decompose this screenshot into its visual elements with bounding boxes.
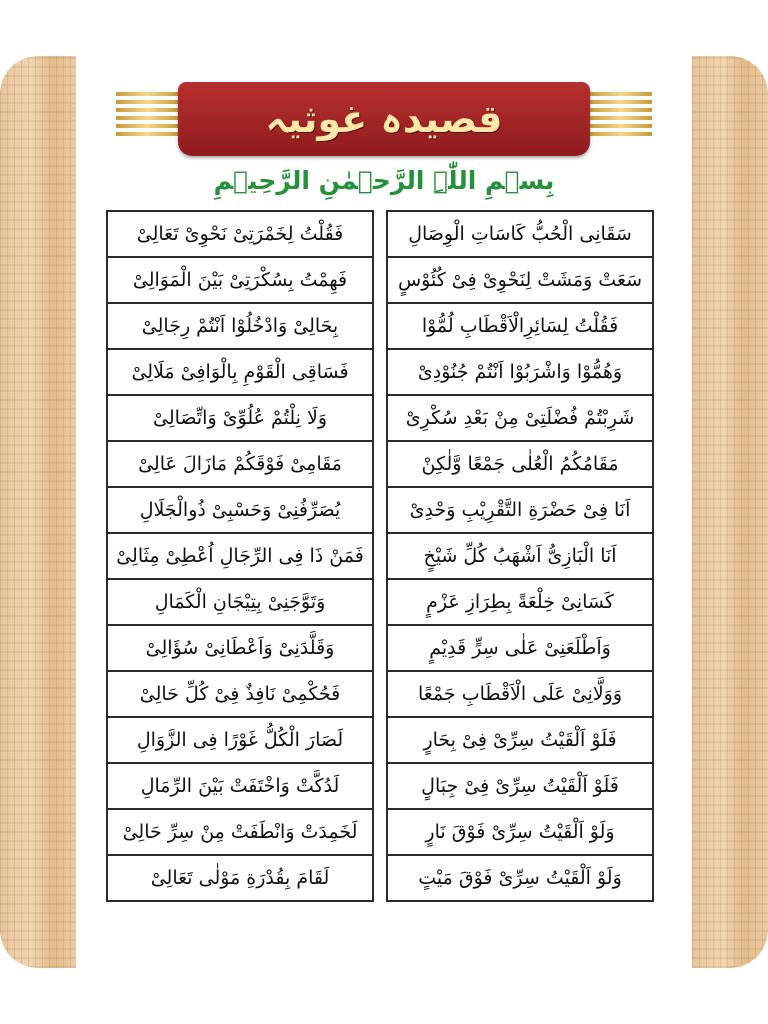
basmala-text: بِسۡمِ اللّٰہِ الرَّحۡمٰنِ الرَّحِیۡمِ [213, 166, 555, 195]
verse-cell-left: وَتَوَّجَنِیْ بِتِیْجَانِ الْکَمَالِ [106, 578, 374, 626]
verse-cell-left: لَصَارَ الْکُلُّ غَوْرًا فِی الزَّوَالِ [106, 716, 374, 764]
verse-column-right [386, 210, 654, 902]
verse-cell-right: سَعَتْ وَمَشَتْ لِنَحْوِیْ فِیْ کُئُوْسٍ [386, 256, 654, 304]
verse-cell-left: فَسَاقِی الْقَوْمِ بِالْوَافِیْ مَلَالِیْ [106, 348, 374, 396]
page-title: قصیدہ غوثیہ [265, 97, 503, 141]
wood-panel-left [0, 56, 76, 968]
verse-cell-right: مَقَامُکُمُ الْعُلٰی جَمْعًا وَّلٰکِنْ [386, 440, 654, 488]
verse-cell-right: شَرِبْتُمْ فُضْلَتِیْ مِنْ بَعْدِ سُکْرِیْ [386, 394, 654, 442]
verse-cell-right: فَلَوْ اَلْقَیْتُ سِرِّیْ فِیْ جِبَالٍ [386, 762, 654, 810]
verse-cell-right: وَهُمُّوْا وَاشْرَبُوْا اَنْتُمْ جُنُوْدِیْ [386, 348, 654, 396]
verse-cell-right: وَلَوْ اَلْقَیْتُ سِرِّیْ فَوْقَ مَیْتٍ [386, 854, 654, 902]
verse-cell-left: لَدُکَّتْ وَاخْتَفَتْ بَیْنَ الرِّمَالِ [106, 762, 374, 810]
verse-cell-left: لَقَامَ بِقُدْرَةِ مَوْلٰی تَعَالِیْ [106, 854, 374, 902]
verse-cell-left: لَخَمِدَتْ وَانْطَفَتْ مِنْ سِرِّ حَالِیْ [106, 808, 374, 856]
verse-cell-left: وَلَا نِلْتُمْ عُلُوِّیْ وَاتِّصَالِیْ [106, 394, 374, 442]
verse-cell-left: فَهِمْتُ بِسُکْرَتِیْ بَیْنَ الْمَوَالِیْ [106, 256, 374, 304]
verse-cell-right: فَقُلْتُ لِسَائِرِالْاَقْطَابِ لُمُّوْا [386, 302, 654, 350]
verse-cell-left: وَقَلَّدَنِیْ وَاَعْطَانِیْ سُؤَالِیْ [106, 624, 374, 672]
decorative-stripes-left [116, 92, 178, 138]
verse-column-left [106, 210, 374, 902]
verse-cell-right: فَلَوْ اَلْقَیْتُ سِرِّیْ فِیْ بِحَارٍ [386, 716, 654, 764]
verse-cell-left: فَحُکْمِیْ نَافِذٌ فِیْ کُلِّ حَالِیْ [106, 670, 374, 718]
decorative-stripes-right [590, 92, 652, 138]
verse-cell-right: سَقَانِی الْحُبُّ کَاسَاتِ الْوِصَالِ [386, 210, 654, 258]
verse-cell-left: بِحَالِیْ وَادْخُلُوْا اَنْتُمْ رِجَالِیْ [106, 302, 374, 350]
verse-cell-right: وَوَلَّانِیْ عَلَی الْاَقْطَابِ جَمْعًا [386, 670, 654, 718]
wood-panel-right [692, 56, 768, 968]
verse-cell-right: وَاَطْلَعَنِیْ عَلٰی سِرٍّ قَدِیْمٍ [386, 624, 654, 672]
verse-cell-left: فَمَنْ ذَا فِی الرِّجَالِ اُعْطِیْ مِثَالِیْ [106, 532, 374, 580]
verse-cell-right: وَلَوْ اَلْقَیْتُ سِرِّیْ فَوْقَ نَارٍ [386, 808, 654, 856]
verse-cell-left: مَقَامِیْ فَوْقَکُمْ مَازَالَ عَالِیْ [106, 440, 374, 488]
verse-cell-right: کَسَانِیْ خِلْعَةً بِطِرَازِ عَزْمٍ [386, 578, 654, 626]
title-banner [178, 82, 590, 156]
verse-cell-left: یُصَرِّفُنِیْ وَحَسْبِیْ ذُوالْجَلَالِ [106, 486, 374, 534]
verse-cell-right: اَنَا فِیْ حَضْرَةِ التَّقْرِیْبِ وَحْدِیْ [386, 486, 654, 534]
verse-cell-left: فَقُلْتُ لِخَمْرَتِیْ نَحْوِیْ تَعَالِیْ [106, 210, 374, 258]
verse-cell-right: اَنَا الْبَازِیُّ اَشْهَبُ کُلِّ شَیْخٍ [386, 532, 654, 580]
